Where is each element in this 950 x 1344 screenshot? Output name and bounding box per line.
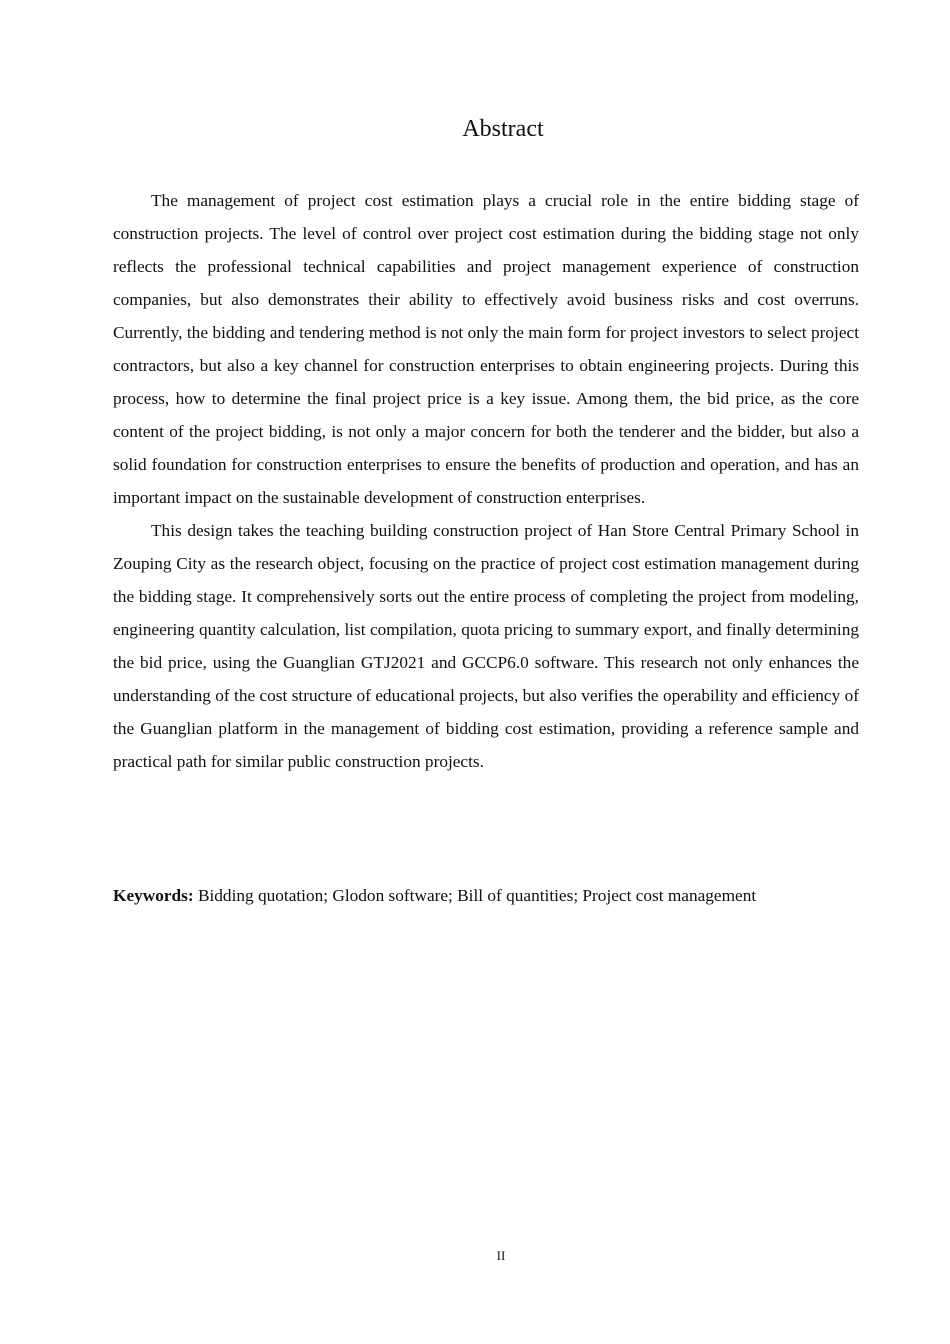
abstract-paragraph-2: This design takes the teaching building construction project of Han Store Central Primary School in Zouping City as the research object, focusing on the practice of project cost estimation management during the bidding stage. It comprehensively sorts out the entire process of completing the project from modeling, engineering quantity calculation, list compilation, quota pricing to summary export, and finally determining the bid price, using the Guanglian GTJ2021 and GCCP6.0 software. This research not only enhances the understanding of the cost structure of educational projects, but also verifies the operability and efficiency of the Guanglian platform in the management of bidding cost estimation, providing a reference sample and practical path for similar public construction projects. xyxy=(113,521,859,771)
abstract-paragraph-1: The management of project cost estimation plays a crucial role in the entire bidding stage of construction projects. The level of control over project cost estimation during the bidding stage not only reflects the professional technical capabilities and project management experience of construction companies, but also demonstrates their ability to effectively avoid business risks and cost overruns. Currently, the bidding and tendering method is not only the main form for project investors to select project contractors, but also a key channel for construction enterprises to obtain engineering projects. During this process, how to determine the final project price is a key issue. Among them, the bid price, as the core content of the project bidding, is not only a major concern for both the tenderer and the bidder, but also a solid foundation for construction enterprises to ensure the benefits of production and operation, and has an important impact on the sustainable development of construction enterprises. xyxy=(113,191,859,507)
page-title: Abstract xyxy=(462,116,544,142)
page-number: II xyxy=(496,1248,506,1263)
keywords-line xyxy=(113,879,859,912)
abstract-body xyxy=(113,184,859,778)
keywords-text: Bidding quotation; Glodon software; Bill of quantities; Project cost management xyxy=(193,886,757,905)
keywords-label: Keywords: xyxy=(113,886,194,905)
